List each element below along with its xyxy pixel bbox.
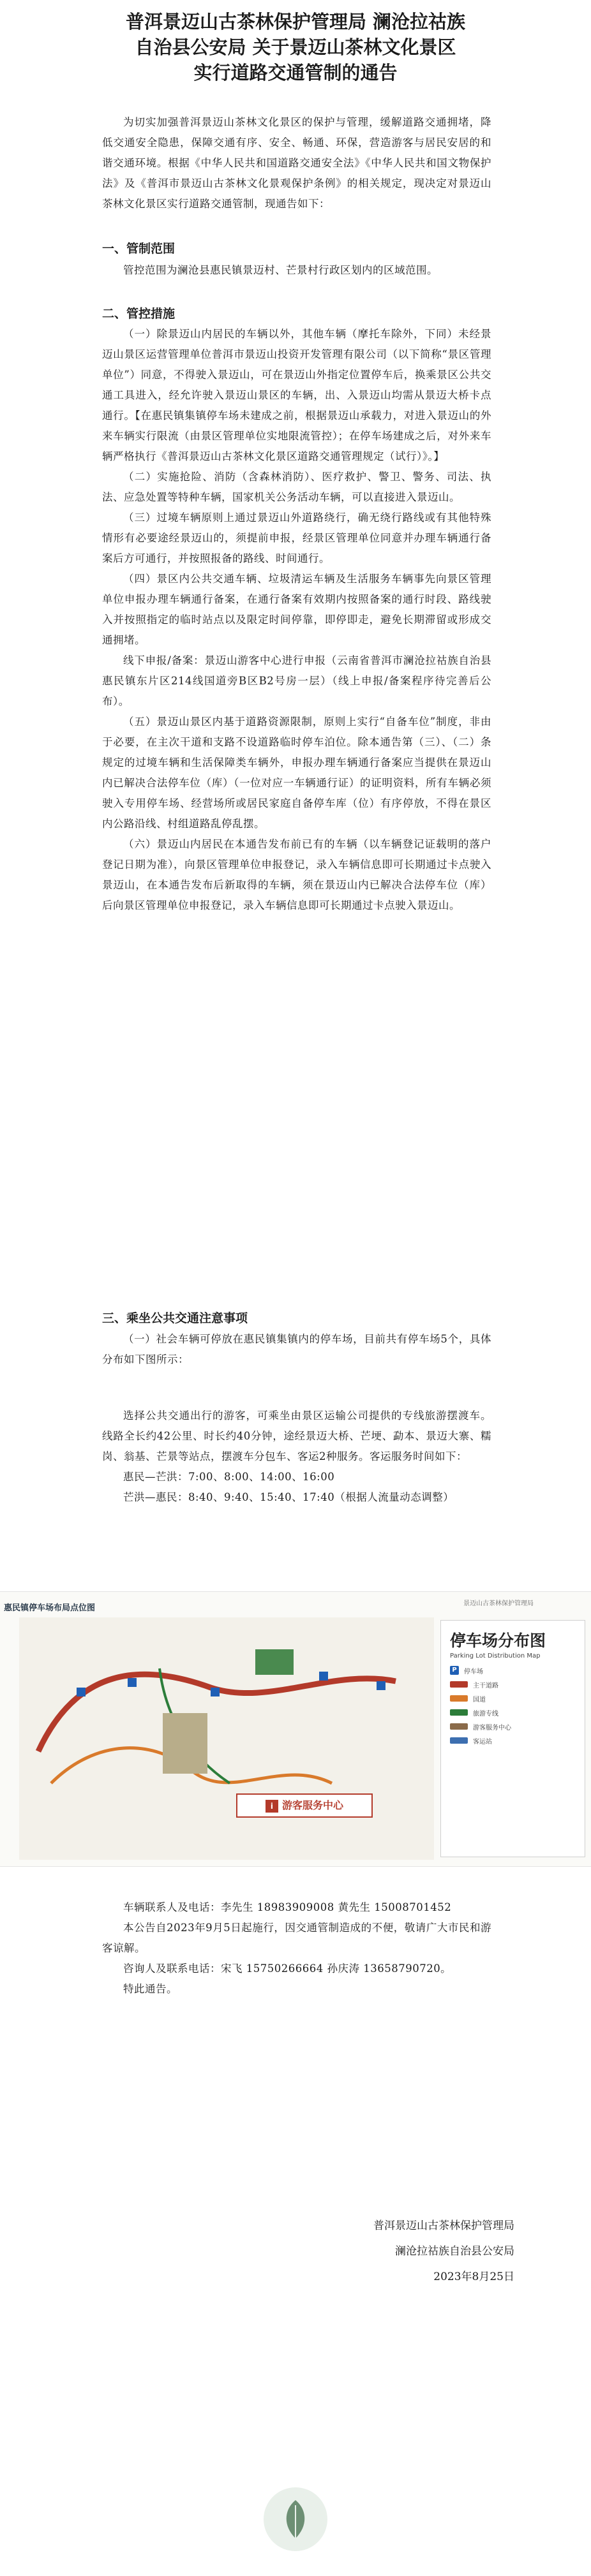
legend-label: 主干道路 [473, 1682, 498, 1689]
section-1-heading: 一、管制范围 [102, 242, 176, 256]
legend-row [450, 1677, 585, 1691]
parking-3 [211, 1688, 220, 1696]
section-2-p3: （三）过境车辆原则上通过景迈山外道路绕行，确无绕行路线或有其他特殊情形有必要途经景迈山的，须提前申报，经景区管理单位同意并办理车辆通行备案后方可通行，并按照报备的路线、时间通行。 [102, 512, 491, 564]
section-2-p4: （四）景区内公共交通车辆、垃圾清运车辆及生活服务车辆事先向景区管理单位申报办理车辆通行备案，在通行备案有效期内按照备案的通行时段、路线驶入并按照指定的临时站点以及限定时间停靠，即停即走，避免长期滞留或形成交通拥堵。 [102, 573, 491, 646]
legend-row [450, 1691, 585, 1705]
section-3-p1: （一）社会车辆可停放在惠民镇集镇内的停车场，目前共有停车场5个，具体分布如下图所示： [102, 1333, 491, 1365]
map-drawing [0, 1592, 440, 1866]
intro-paragraph [102, 112, 491, 214]
contact-block [102, 1897, 491, 1999]
title-line-2: 自治县公安局 关于景迈山茶林文化景区 [135, 36, 456, 58]
intro-text: 为切实加强普洱景迈山茶林文化景区的保护与管理，缓解道路交通拥堵，降低交通安全隐患，保障交通有序、安全、畅通、环保，营造游客与居民安居的和谐交通环境。根据《中华人民共和国道路交通安全法》《中华人民共和国文物保护法》及《普洱市景迈山古茶林文化景观保护条例》的相关规定，现决定对景迈山茶林文化景区实行道路交通管制，现通告如下： [102, 116, 491, 210]
legend-label: 停车场 [464, 1668, 483, 1675]
signature-block [373, 2213, 514, 2290]
section-3-body [102, 1329, 491, 1370]
signature-org-1: 普洱景迈山古茶林保护管理局 [373, 2219, 514, 2232]
legend-subtitle: Parking Lot Distribution Map [450, 1652, 541, 1660]
map-legend [440, 1620, 585, 1857]
contact-line-3: 咨询人及联系电话：宋飞 15750266664 孙庆涛 13658790720。 [123, 1962, 452, 1975]
visitor-center-label [236, 1793, 373, 1818]
contact-line-4: 特此通告。 [123, 1983, 177, 1995]
legend-swatch [450, 1723, 468, 1730]
section-1-text: 管控范围为澜沧县惠民镇景迈村、芒景村行政区划内的区域范围。 [123, 264, 438, 276]
parking-1 [77, 1688, 86, 1696]
signature-date: 2023年8月25日 [433, 2271, 514, 2283]
legend-title: 停车场分布图 [450, 1631, 546, 1650]
section-1-body [102, 260, 491, 281]
legend-row [450, 1733, 585, 1748]
legend-swatch [450, 1737, 468, 1744]
map-title: 惠民镇停车场布局点位图 [4, 1603, 96, 1613]
map-logo: 景迈山古茶林保护管理局 [463, 1600, 534, 1607]
title-line-3: 实行道路交通管制的通告 [193, 62, 398, 84]
notice-title [0, 9, 591, 85]
legend-row [450, 1719, 585, 1733]
schedule-line-1: 惠民—芒洪：7:00、8:00、14:00、16:00 [123, 1471, 335, 1483]
section-2-body [102, 324, 491, 916]
parking-5 [377, 1681, 385, 1690]
section-3-body-2 [102, 1406, 491, 1508]
legend-row [450, 1705, 585, 1719]
parking-map [0, 1591, 591, 1867]
section-2-p2: （二）实施抢险、消防（含森林消防）、医疗救护、警卫、警务、司法、执法、应急处置等特种车辆，国家机关公务活动车辆，可以直接进入景迈山。 [102, 471, 491, 503]
green-area [255, 1649, 294, 1675]
legend-swatch [450, 1681, 468, 1688]
parking-2 [128, 1678, 137, 1687]
section-2-p5: 线下申报/备案：景迈山游客中心进行申报（云南省普洱市澜沧拉祜族自治县惠民镇东片区214线国道旁B区B2号房一层）（线上申报/备案程序待完善后公布）。 [102, 654, 491, 707]
contact-line-1: 车辆联系人及电话：李先生 18983909008 黄先生 15008701452 [123, 1901, 452, 1913]
section-3-p2: 选择公共交通出行的游客，可乘坐由景区运输公司提供的专线旅游摆渡车。线路全长约42公里、时长约40分钟，途经景迈大桥、芒埂、勐本、景迈大寨、糯岗、翁基、芒景等站点，摆渡车分包车、客运2种服务。客运服务时间如下： [102, 1409, 491, 1462]
legend-label: 游客服务中心 [473, 1724, 511, 1732]
legend-label: 客运站 [473, 1738, 492, 1746]
signature-org-2: 澜沧拉祜族自治县公安局 [395, 2245, 514, 2258]
info-icon: i [266, 1800, 278, 1813]
tan-area [163, 1713, 207, 1774]
legend-label: 旅游专线 [473, 1710, 498, 1718]
legend-row [450, 1663, 585, 1677]
legend-rows [441, 1663, 585, 1748]
parking-4 [319, 1672, 328, 1681]
legend-swatch [450, 1709, 468, 1716]
map-background [19, 1617, 434, 1860]
section-2-p6: （五）景迈山景区内基于道路资源限制，原则上实行“自备车位”制度，非由于必要，在主次干道和支路不设道路临时停车泊位。除本通告第（三）、（二）条规定的过境车辆和生活保障类车辆外，申报办理车辆通行备案应当提供在景迈山内已解决合法停车位（库）（一位对应一车辆通行证）的证明资料，所有车辆必须驶入专用停车场、经营场所或居民家庭自备停车库（位）有序停放，不得在景区内公路沿线、村组道路乱停乱摆。 [102, 716, 491, 830]
section-2-p7: （六）景迈山内居民在本通告发布前已有的车辆（以车辆登记证载明的落户登记日期为准），向景区管理单位申报登记，录入车辆信息即可长期通过卡点驶入景迈山，在本通告发布后新取得的车辆，须在景迈山内已解决合法停车位（库）后向景区管理单位申报登记，录入车辆信息即可长期通过卡点驶入景迈山。 [102, 838, 491, 911]
section-2-p1: （一）除景迈山内居民的车辆以外，其他车辆（摩托车除外，下同）未经景迈山景区运营管理单位普洱市景迈山投资开发管理有限公司（以下简称“景区管理单位”）同意，不得驶入景迈山，可在景迈山外指定位置停车后，换乘景区公共交通工具进入，经允许驶入景迈山景区的车辆，出、入景迈山均需从景迈大桥卡点通行。【在惠民镇集镇停车场未建成之前，根据景迈山承载力，对进入景迈山的外来车辆实行限流（由景区管理单位实地限流管控）；在停车场建成之后，对外来车辆严格执行《普洱景迈山古茶林文化景区道路交通管理规定（试行）》。】 [102, 328, 491, 462]
contact-line-2: 本公告自2023年9月5日起施行，因交通管制造成的不便，敬请广大市民和游客谅解。 [102, 1922, 491, 1954]
legend-swatch [450, 1695, 468, 1702]
schedule-line-2: 芒洪—惠民：8:40、9:40、15:40、17:40（根据人流量动态调整） [123, 1491, 454, 1503]
legend-label: 国道 [473, 1696, 486, 1704]
section-3-heading: 三、乘坐公共交通注意事项 [102, 1311, 248, 1325]
title-line-1: 普洱景迈山古茶林保护管理局 澜沧拉祜族 [125, 11, 466, 33]
visitor-center-text: 游客服务中心 [281, 1799, 343, 1811]
section-2-heading: 二、管控措施 [102, 307, 176, 321]
legend-swatch: P [450, 1666, 459, 1675]
leaf-logo-icon [264, 2487, 327, 2551]
